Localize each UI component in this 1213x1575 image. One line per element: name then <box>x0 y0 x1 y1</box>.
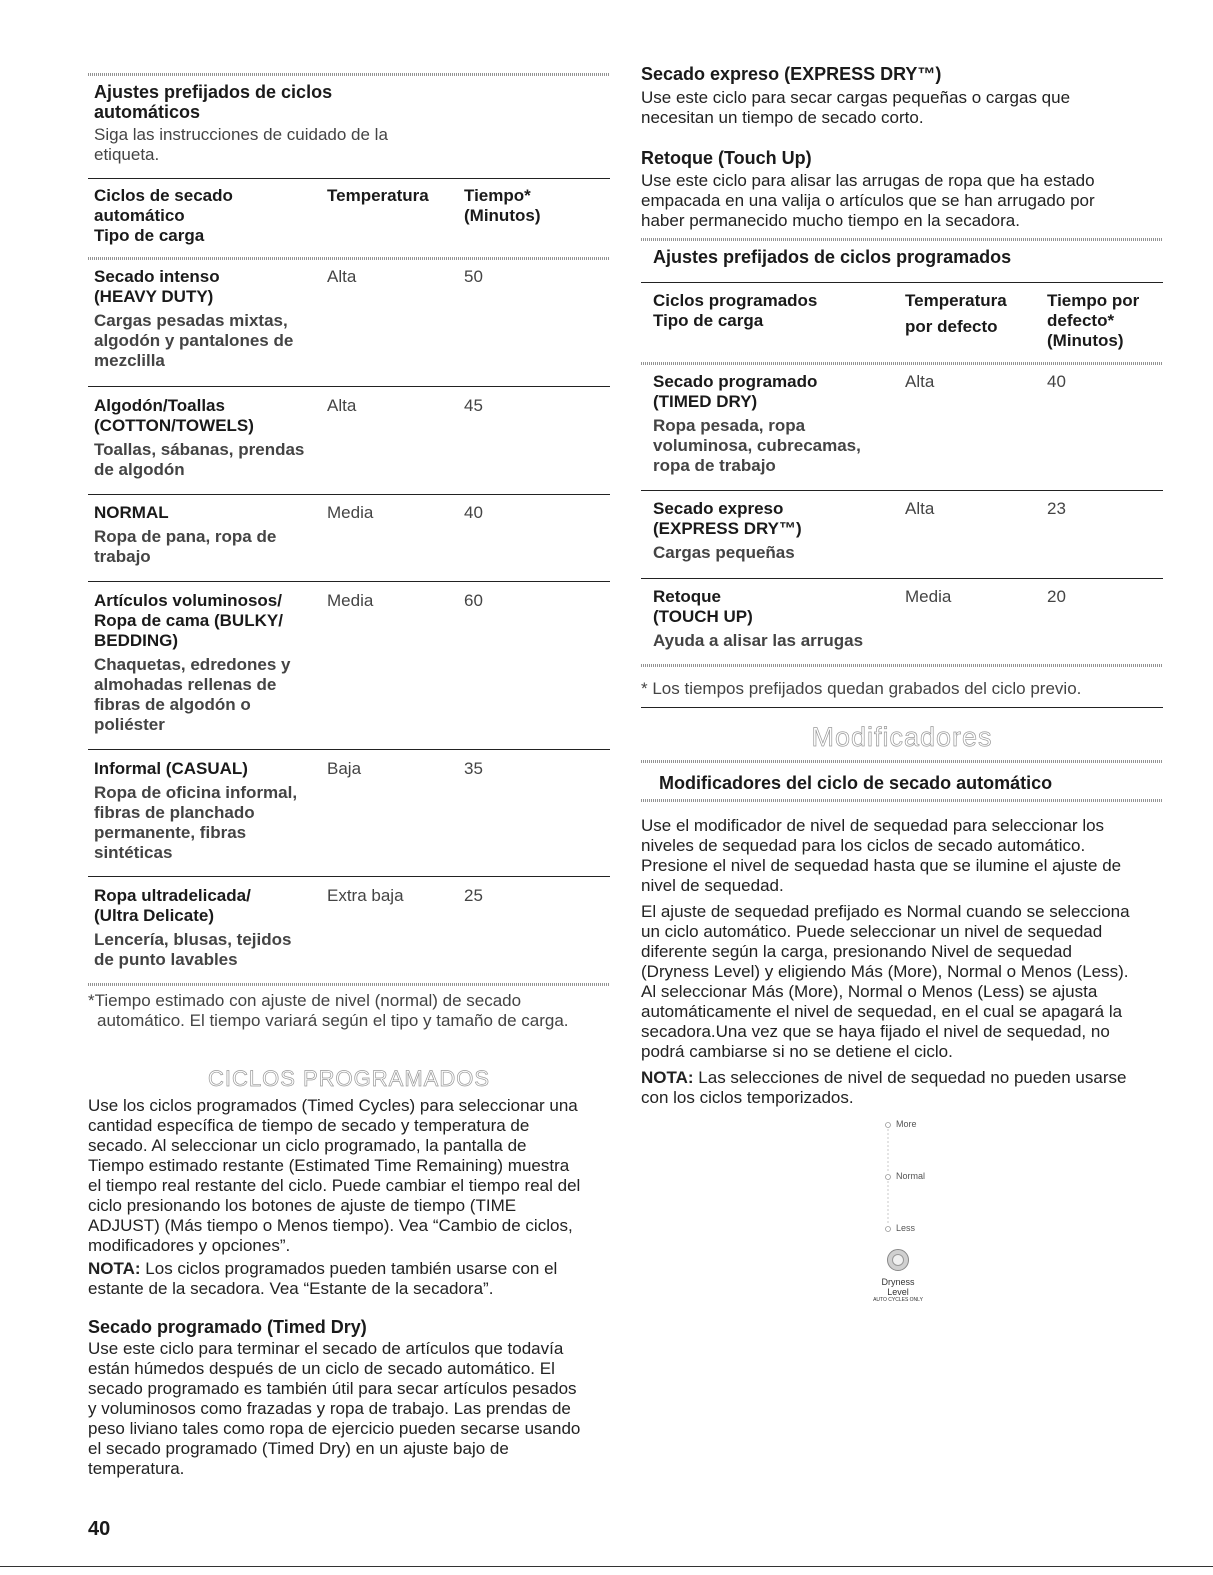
row-divider <box>88 581 610 582</box>
cycle-description <box>94 527 276 567</box>
header-load-type: Tipo de carga <box>653 311 764 330</box>
more-label: More <box>896 1119 917 1129</box>
cycle-name-line: Ropa de cama (BULKY/ <box>94 611 283 630</box>
paragraph-line: necesitan un tiempo de secado corto. <box>641 108 924 127</box>
cycle-time: 50 <box>464 267 483 286</box>
cycle-description-line: fibras de planchado <box>94 803 255 822</box>
dryness-level-button[interactable] <box>887 1249 909 1271</box>
header-load-type: Tipo de carga <box>94 226 205 245</box>
divider <box>88 73 610 76</box>
auto-presets-intro <box>94 125 388 165</box>
nota-label: NOTA: <box>641 1068 694 1087</box>
nota-text: estante de la secadora. Vea “Estante de la secadora”. <box>88 1279 494 1298</box>
nota-text: con los ciclos temporizados. <box>641 1088 854 1107</box>
cycle-description-line: permanente, fibras <box>94 823 247 842</box>
timed-cycles-paragraph <box>88 1096 610 1256</box>
header-temperature: Temperatura <box>327 186 429 205</box>
paragraph-line: ADJUST) (Más tiempo o Menos tiempo). Vea “Cambio de ciclos, <box>88 1216 573 1235</box>
nota-text: Las selecciones de nivel de sequedad no pueden usarse <box>693 1068 1127 1087</box>
row-divider <box>641 578 1163 579</box>
express-dry-title: Secado expreso (EXPRESS DRY™) <box>641 64 942 84</box>
header-cycles: Ciclos programados <box>653 291 818 310</box>
paragraph-line: (Dryness Level) y eligiendo Más (More), Normal o Menos (Less). <box>641 962 1129 981</box>
modifiers-heading: Modificadores <box>811 722 993 752</box>
express-dry-paragraph <box>641 88 1163 128</box>
divider <box>641 362 1163 365</box>
paragraph-line: Tiempo estimado restante (Estimated Time Remaining) muestra <box>88 1156 570 1175</box>
paragraph-line: haber permanecido mucho tiempo en la secadora. <box>641 211 1020 230</box>
paragraph-line: automáticamente el nivel de sequedad, en el cual se apagará la <box>641 1002 1123 1021</box>
cycle-name-line: Retoque <box>653 587 721 606</box>
header-temperature: Temperatura <box>905 291 1007 310</box>
cycle-description-line: Cargas pequeñas <box>653 543 795 562</box>
cycle-name <box>94 591 291 735</box>
page-number: 40 <box>88 1518 111 1540</box>
paragraph-line: el secado programado (Timed Dry) en un ajuste bajo de <box>88 1439 509 1458</box>
cycle-name-line: Algodón/Toallas <box>94 396 225 415</box>
paragraph-line: nivel de sequedad. <box>641 876 784 895</box>
cycle-description-line: voluminosa, cubrecamas, <box>653 436 861 455</box>
divider <box>88 257 610 260</box>
paragraph-line: Use los ciclos programados (Timed Cycles) para seleccionar una <box>88 1096 578 1115</box>
row-divider <box>88 749 610 750</box>
cycle-temperature: Media <box>327 591 374 610</box>
header-time: Tiempo* <box>464 186 531 205</box>
cycle-name-line: Secado intenso <box>94 267 220 286</box>
cycle-description-line: Ayuda a alisar las arrugas <box>653 631 864 650</box>
row-divider <box>88 494 610 495</box>
cycle-description <box>653 416 861 476</box>
dryness-level-control <box>853 1115 963 1315</box>
paragraph-line: secado. Al seleccionar un ciclo programado, la pantalla de <box>88 1136 527 1155</box>
paragraph-line: secado programado es también útil para secar artículos pesados <box>88 1379 577 1398</box>
cycle-name-line: (COTTON/TOWELS) <box>94 416 254 435</box>
paragraph-line: Use el modificador de nivel de sequedad para seleccionar los <box>641 816 1105 835</box>
timed-presets-title: Ajustes prefijados de ciclos programados <box>653 247 1012 267</box>
cycle-description-line: de punto lavables <box>94 950 238 969</box>
row-divider <box>88 876 610 877</box>
divider <box>641 238 1163 241</box>
header-temperature: por defecto <box>905 317 998 336</box>
header-cycles: automático <box>94 206 185 225</box>
cycle-name <box>94 267 293 371</box>
table-top-rule <box>641 282 1163 283</box>
paragraph-line: empacada en una valija o artículos que se han arrugado por <box>641 191 1095 210</box>
title-line: automáticos <box>94 102 201 122</box>
cycle-temperature: Baja <box>327 759 362 778</box>
cycle-description-line: fibras de algodón o <box>94 695 251 714</box>
cycle-name-line: Secado programado <box>653 372 818 391</box>
cycle-description-line: Ropa de oficina informal, <box>94 783 298 802</box>
cycle-time: 20 <box>1047 587 1066 606</box>
header-time: (Minutos) <box>464 206 541 225</box>
cycle-temperature: Media <box>327 503 374 522</box>
cycle-name-line: (Ultra Delicate) <box>94 906 214 925</box>
button-inner-icon <box>892 1254 904 1266</box>
footnote-line: automático. El tiempo variará según el tipo y tamaño de carga. <box>97 1011 569 1030</box>
cycle-name-line: (EXPRESS DRY™) <box>653 519 802 538</box>
cycle-temperature: Extra baja <box>327 886 404 905</box>
dryness-label <box>853 1277 943 1303</box>
cycle-time: 40 <box>1047 372 1066 391</box>
paragraph-line: secadora.Una vez que se haya fijado el nivel de sequedad, no <box>641 1022 1110 1041</box>
timed-dry-paragraph <box>88 1339 610 1479</box>
timed-table-header <box>641 291 1163 355</box>
modifiers-paragraph <box>641 816 1163 896</box>
cycle-temperature: Media <box>905 587 952 606</box>
paragraph-line: Use este ciclo para secar cargas pequeñas o cargas que <box>641 88 1071 107</box>
auto-presets-title <box>94 82 332 122</box>
table-top-rule <box>88 178 610 179</box>
paragraph-line: Al seleccionar Más (More), Normal o Menos (Less) se ajusta <box>641 982 1098 1001</box>
intro-line: Siga las instrucciones de cuidado de la <box>94 125 388 144</box>
cycle-name <box>94 503 276 567</box>
less-label: Less <box>896 1223 916 1233</box>
cycle-time: 35 <box>464 759 483 778</box>
dryness-label-line: Level <box>887 1287 909 1297</box>
timed-dry-title: Secado programado (Timed Dry) <box>88 1317 367 1337</box>
footnote-line: *Tiempo estimado con ajuste de nivel (normal) de secado <box>88 991 522 1010</box>
cycle-description <box>653 543 802 563</box>
header-time: Tiempo por <box>1047 291 1140 310</box>
cycle-description-line: de algodón <box>94 460 185 479</box>
auto-only-label: AUTO CYCLES ONLY <box>873 1297 923 1303</box>
row-divider <box>641 490 1163 491</box>
timed-table-footnote: * Los tiempos prefijados quedan grabados del ciclo previo. <box>641 679 1082 698</box>
cycle-name-line: Artículos voluminosos/ <box>94 591 282 610</box>
title-line: Ajustes prefijados de ciclos <box>94 82 333 102</box>
cycle-description-line: almohadas rellenas de <box>94 675 277 694</box>
nota-label: NOTA: <box>88 1259 141 1278</box>
modifiers-paragraph <box>641 902 1163 1062</box>
paragraph-line: peso liviano tales como ropa de ejercicio pueden secarse usando <box>88 1419 581 1438</box>
cycle-name-line: (TIMED DRY) <box>653 392 758 411</box>
paragraph-line: cantidad específica de tiempo de secado y temperatura de <box>88 1116 530 1135</box>
cycle-description-line: Ropa pesada, ropa <box>653 416 806 435</box>
header-time: (Minutos) <box>1047 331 1124 350</box>
cycle-name-line: Informal (CASUAL) <box>94 759 248 778</box>
cycle-description <box>94 930 291 970</box>
cycle-name <box>94 396 304 480</box>
cycle-description <box>94 783 297 863</box>
divider <box>641 664 1163 667</box>
paragraph-line: Use este ciclo para alisar las arrugas de ropa que ha estado <box>641 171 1095 190</box>
cycle-description-line: Cargas pesadas mixtas, <box>94 311 288 330</box>
cycle-time: 60 <box>464 591 483 610</box>
cycle-name <box>653 372 861 476</box>
cycle-name <box>94 886 291 970</box>
cycle-description-line: algodón y pantalones de <box>94 331 294 350</box>
timed-nota <box>88 1259 610 1299</box>
page-bottom-rule <box>0 1566 1213 1567</box>
cycle-description <box>94 655 291 735</box>
cycle-name-line: Ropa ultradelicada/ <box>94 886 251 905</box>
cycle-name <box>653 587 863 651</box>
cycle-description-line: trabajo <box>94 547 151 566</box>
cycle-description-line: mezclilla <box>94 351 165 370</box>
paragraph-line: Presione el nivel de sequedad hasta que se ilumine el ajuste de <box>641 856 1122 875</box>
cycle-temperature: Alta <box>327 267 357 286</box>
paragraph-line: diferente según la carga, presionando Nivel de sequedad <box>641 942 1072 961</box>
cycle-time: 40 <box>464 503 483 522</box>
paragraph-line: niveles de sequedad para los ciclos de secado automático. <box>641 836 1086 855</box>
paragraph-line: Use este ciclo para terminar el secado de artículos que todavía <box>88 1339 564 1358</box>
paragraph-line: un ciclo automático. Puede seleccionar un nivel de sequedad <box>641 922 1103 941</box>
cycle-time: 45 <box>464 396 483 415</box>
cycle-name-line: BEDDING) <box>94 631 179 650</box>
cycle-description <box>94 311 293 371</box>
touch-up-paragraph <box>641 171 1163 231</box>
cycle-time: 25 <box>464 886 483 905</box>
paragraph-line: ciclo presionando los botones de ajuste de tiempo (TIME <box>88 1196 517 1215</box>
cycle-temperature: Alta <box>905 372 935 391</box>
cycle-name-line: NORMAL <box>94 503 169 522</box>
table-header <box>88 186 610 250</box>
cycle-description-line: poliéster <box>94 715 165 734</box>
modifiers-nota <box>641 1068 1163 1108</box>
modifiers-subtitle: Modificadores del ciclo de secado automático <box>659 773 1053 793</box>
paragraph-line: temperatura. <box>88 1459 185 1478</box>
timed-cycles-heading: CICLOS PROGRAMADOS <box>207 1066 491 1091</box>
cycle-description <box>653 631 863 651</box>
nota-text: Los ciclos programados pueden también usarse con el <box>140 1259 558 1278</box>
paragraph-line: y voluminosos como frazadas y ropa de trabajo. Las prendas de <box>88 1399 571 1418</box>
cycle-name-line: (TOUCH UP) <box>653 607 753 626</box>
cycle-temperature: Alta <box>905 499 935 518</box>
rule <box>641 707 1163 708</box>
cycle-description <box>94 440 304 480</box>
paragraph-line: podrá cambiarse si no se detiene el ciclo. <box>641 1042 953 1061</box>
cycle-description-line: Lencería, blusas, tejidos <box>94 930 292 949</box>
paragraph-line: están húmedos después de un ciclo de secado automático. El <box>88 1359 555 1378</box>
paragraph-line: El ajuste de sequedad prefijado es Normal cuando se selecciona <box>641 902 1130 921</box>
cycle-temperature: Alta <box>327 396 357 415</box>
divider <box>641 799 1163 802</box>
paragraph-line: modificadores y opciones”. <box>88 1236 291 1255</box>
cycle-description-line: Toallas, sábanas, prendas <box>94 440 305 459</box>
cycle-description-line: Ropa de pana, ropa de <box>94 527 277 546</box>
cycle-name-line: Secado expreso <box>653 499 784 518</box>
intro-line: etiqueta. <box>94 145 160 164</box>
table-footnote <box>88 991 569 1031</box>
cycle-name <box>653 499 802 563</box>
divider <box>641 760 1163 763</box>
row-divider <box>88 386 610 387</box>
header-time: defecto* <box>1047 311 1115 330</box>
cycle-time: 23 <box>1047 499 1066 518</box>
cycle-name-line: (HEAVY DUTY) <box>94 287 214 306</box>
cycle-description-line: sintéticas <box>94 843 173 862</box>
normal-label: Normal <box>896 1171 926 1181</box>
cycle-description-line: Chaquetas, edredones y <box>94 655 291 674</box>
divider <box>88 983 610 986</box>
header-cycles: Ciclos de secado <box>94 186 233 205</box>
dryness-label-line: Dryness <box>881 1277 915 1287</box>
cycle-name <box>94 759 297 863</box>
touch-up-title: Retoque (Touch Up) <box>641 148 812 168</box>
cycle-description-line: ropa de trabajo <box>653 456 776 475</box>
paragraph-line: el tiempo real restante del ciclo. Puede cambiar el tiempo real del <box>88 1176 581 1195</box>
